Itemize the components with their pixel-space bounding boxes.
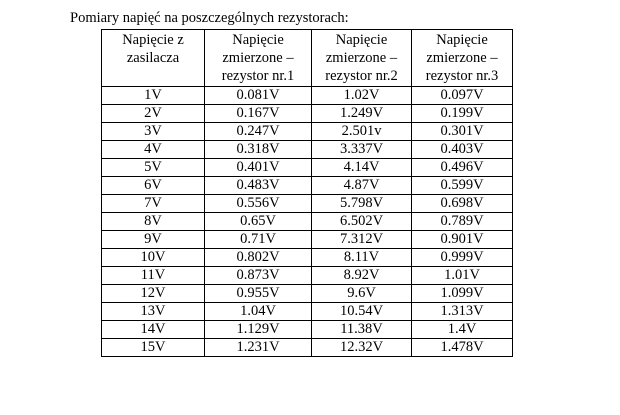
cell-resistor-2: 5.798V — [312, 195, 412, 213]
cell-resistor-3: 0.698V — [412, 195, 513, 213]
table-row — [102, 177, 513, 195]
table-row — [102, 123, 513, 141]
table-row — [102, 285, 513, 303]
cell-resistor-1: 0.65V — [205, 213, 312, 231]
cell-resistor-1: 0.873V — [205, 267, 312, 285]
cell-resistor-2: 10.54V — [312, 303, 412, 321]
header-line: Napięcie — [436, 32, 488, 48]
header-line: zmierzone – — [222, 50, 294, 66]
cell-supply-voltage: 3V — [102, 123, 205, 141]
cell-supply-voltage: 13V — [102, 303, 205, 321]
cell-resistor-2: 7.312V — [312, 231, 412, 249]
cell-resistor-3: 0.097V — [412, 87, 513, 105]
table-row — [102, 105, 513, 123]
cell-supply-voltage: 4V — [102, 141, 205, 159]
cell-resistor-1: 0.167V — [205, 105, 312, 123]
table-body — [102, 87, 513, 357]
header-line: zmierzone – — [426, 50, 498, 66]
table-row — [102, 339, 513, 357]
cell-resistor-3: 1.01V — [412, 267, 513, 285]
cell-resistor-2: 8.92V — [312, 267, 412, 285]
cell-resistor-1: 1.129V — [205, 321, 312, 339]
cell-supply-voltage: 14V — [102, 321, 205, 339]
cell-resistor-2: 9.6V — [312, 285, 412, 303]
table-row — [102, 249, 513, 267]
cell-supply-voltage: 10V — [102, 249, 205, 267]
header-line: Napięcie — [335, 32, 388, 48]
cell-resistor-3: 1.4V — [412, 321, 513, 339]
cell-supply-voltage: 7V — [102, 195, 205, 213]
table-row — [102, 303, 513, 321]
cell-supply-voltage: 12V — [102, 285, 205, 303]
cell-resistor-1: 0.71V — [205, 231, 312, 249]
cell-resistor-2: 12.32V — [312, 339, 412, 357]
table-row — [102, 321, 513, 339]
cell-resistor-3: 1.099V — [412, 285, 513, 303]
cell-supply-voltage: 5V — [102, 159, 205, 177]
voltage-measurements-table — [101, 29, 513, 357]
cell-resistor-3: 0.199V — [412, 105, 513, 123]
cell-supply-voltage: 9V — [102, 231, 205, 249]
cell-resistor-2: 1.02V — [312, 87, 412, 105]
header-line: Napięcie — [232, 32, 284, 48]
header-line: zmierzone – — [325, 50, 398, 66]
cell-resistor-2: 4.87V — [312, 177, 412, 195]
cell-resistor-3: 1.478V — [412, 339, 513, 357]
cell-supply-voltage: 2V — [102, 105, 205, 123]
table-header-row — [102, 30, 513, 87]
section-heading: Pomiary napięć na poszczególnych rezystorach: — [70, 10, 349, 26]
table-row — [102, 159, 513, 177]
cell-resistor-1: 0.483V — [205, 177, 312, 195]
cell-resistor-3: 0.301V — [412, 123, 513, 141]
header-line: Napięcie z — [122, 32, 184, 48]
cell-resistor-2: 1.249V — [312, 105, 412, 123]
cell-resistor-1: 1.231V — [205, 339, 312, 357]
cell-resistor-1: 0.556V — [205, 195, 312, 213]
header-line: rezystor nr.3 — [425, 68, 499, 84]
header-resistor-3 — [412, 30, 513, 87]
cell-resistor-3: 0.496V — [412, 159, 513, 177]
table-row — [102, 213, 513, 231]
cell-resistor-3: 0.403V — [412, 141, 513, 159]
cell-resistor-2: 4.14V — [312, 159, 412, 177]
cell-supply-voltage: 15V — [102, 339, 205, 357]
header-line: rezystor nr.2 — [325, 68, 398, 84]
header-resistor-2 — [312, 30, 412, 87]
cell-resistor-2: 6.502V — [312, 213, 412, 231]
header-resistor-1 — [205, 30, 312, 87]
table-row — [102, 267, 513, 285]
cell-resistor-2: 3.337V — [312, 141, 412, 159]
cell-resistor-1: 0.247V — [205, 123, 312, 141]
table-row — [102, 195, 513, 213]
cell-resistor-2: 11.38V — [312, 321, 412, 339]
table-row — [102, 141, 513, 159]
cell-resistor-3: 0.999V — [412, 249, 513, 267]
table-row — [102, 231, 513, 249]
cell-resistor-1: 0.955V — [205, 285, 312, 303]
cell-supply-voltage: 1V — [102, 87, 205, 105]
cell-resistor-2: 8.11V — [312, 249, 412, 267]
header-line: zasilacza — [126, 50, 180, 66]
header-supply-voltage — [102, 30, 205, 87]
cell-resistor-1: 0.081V — [205, 87, 312, 105]
cell-resistor-3: 1.313V — [412, 303, 513, 321]
header-line: rezystor nr.1 — [221, 68, 295, 84]
table-row — [102, 87, 513, 105]
cell-resistor-1: 1.04V — [205, 303, 312, 321]
cell-supply-voltage: 8V — [102, 213, 205, 231]
cell-supply-voltage: 6V — [102, 177, 205, 195]
cell-resistor-3: 0.599V — [412, 177, 513, 195]
cell-resistor-1: 0.401V — [205, 159, 312, 177]
cell-resistor-3: 0.789V — [412, 213, 513, 231]
cell-supply-voltage: 11V — [102, 267, 205, 285]
cell-resistor-1: 0.802V — [205, 249, 312, 267]
cell-resistor-2: 2.501v — [312, 123, 412, 141]
cell-resistor-1: 0.318V — [205, 141, 312, 159]
cell-resistor-3: 0.901V — [412, 231, 513, 249]
